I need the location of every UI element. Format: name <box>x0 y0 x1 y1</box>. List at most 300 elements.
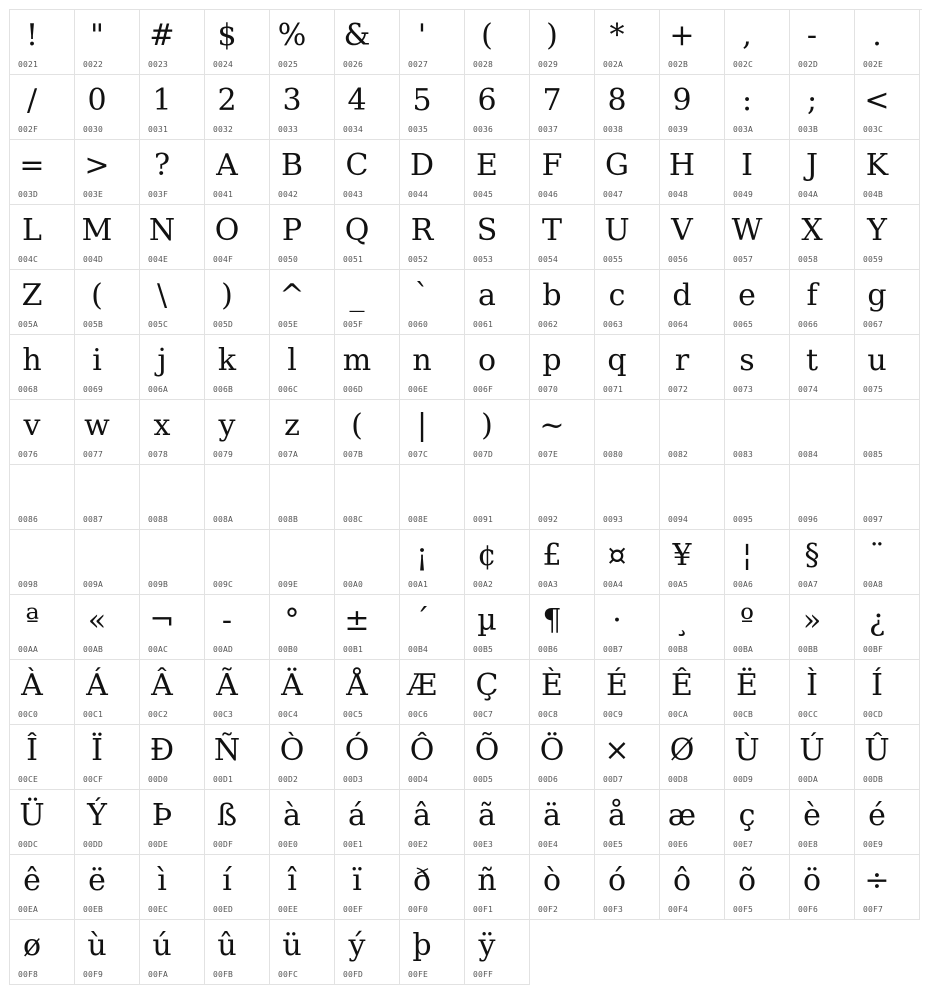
glyph-character: Õ <box>474 733 500 768</box>
glyph-character: ? <box>153 148 171 183</box>
glyph-codepoint-label: 005C <box>148 320 169 329</box>
glyph-codepoint-label: 00E4 <box>538 840 559 849</box>
glyph-cell <box>790 725 855 790</box>
glyph-cell <box>725 855 790 920</box>
glyph-cell <box>10 725 75 790</box>
glyph-character: \ <box>156 278 168 313</box>
glyph-character: " <box>90 18 104 53</box>
glyph-character: ° <box>284 603 300 638</box>
glyph-cell <box>660 75 725 140</box>
glyph-character: î <box>287 863 297 898</box>
glyph-character: t <box>805 343 819 378</box>
glyph-codepoint-label: 0050 <box>278 255 299 264</box>
glyph-codepoint-label: 002E <box>863 60 884 69</box>
glyph-cell <box>855 75 920 140</box>
glyph-character: n <box>412 343 432 378</box>
glyph-cell <box>140 855 205 920</box>
glyph-cell <box>335 855 400 920</box>
glyph-character: 8 <box>607 83 627 118</box>
glyph-codepoint-label: 002B <box>668 60 689 69</box>
glyph-character: q <box>607 343 627 378</box>
glyph-codepoint-label: 00B8 <box>668 645 689 654</box>
glyph-cell <box>140 75 205 140</box>
glyph-character: ñ <box>477 863 497 898</box>
glyph-cell <box>790 75 855 140</box>
glyph-codepoint-label: 00D2 <box>278 775 299 784</box>
glyph-character: v <box>23 408 41 443</box>
glyph-codepoint-label: 00EB <box>83 905 104 914</box>
glyph-codepoint-label: 0032 <box>213 125 234 134</box>
glyph-codepoint-label: 00AD <box>213 645 234 654</box>
glyph-codepoint-label: 00E6 <box>668 840 689 849</box>
glyph-character: ë <box>88 863 106 898</box>
glyph-cell <box>335 75 400 140</box>
glyph-cell <box>335 530 400 595</box>
glyph-codepoint-label: 00B6 <box>538 645 559 654</box>
glyph-character: N <box>148 213 176 248</box>
glyph-cell <box>790 660 855 725</box>
glyph-codepoint-label: 00DB <box>863 775 884 784</box>
glyph-cell <box>270 140 335 205</box>
glyph-codepoint-label: 003C <box>863 125 884 134</box>
glyph-codepoint-label: 0096 <box>798 515 819 524</box>
glyph-cell <box>530 790 595 855</box>
glyph-character: I <box>741 148 753 183</box>
glyph-codepoint-label: 00A0 <box>343 580 364 589</box>
glyph-character: a <box>478 278 496 313</box>
glyph-character: æ <box>667 798 697 833</box>
glyph-character: z <box>284 408 300 443</box>
glyph-cell <box>270 920 335 985</box>
glyph-cell <box>855 855 920 920</box>
glyph-cell <box>595 725 660 790</box>
glyph-codepoint-label: 00C8 <box>538 710 559 719</box>
glyph-codepoint-label: 0092 <box>538 515 559 524</box>
glyph-character: ; <box>806 83 818 118</box>
glyph-character: Ö <box>539 733 565 768</box>
glyph-character: w <box>84 408 110 443</box>
glyph-cell <box>140 465 205 530</box>
glyph-cell <box>790 270 855 335</box>
glyph-cell <box>335 400 400 465</box>
glyph-character: i <box>92 343 102 378</box>
glyph-codepoint-label: 00F2 <box>538 905 559 914</box>
glyph-codepoint-label: 00EF <box>343 905 364 914</box>
glyph-cell <box>205 725 270 790</box>
glyph-cell <box>75 335 140 400</box>
glyph-cell <box>205 465 270 530</box>
glyph-character: â <box>413 798 431 833</box>
glyph-character: $ <box>217 18 237 53</box>
glyph-cell <box>270 465 335 530</box>
glyph-cell <box>725 140 790 205</box>
glyph-character: ' <box>417 18 427 53</box>
glyph-character: M <box>81 213 113 248</box>
glyph-cell <box>140 270 205 335</box>
glyph-character: x <box>153 408 171 443</box>
glyph-cell <box>400 725 465 790</box>
glyph-codepoint-label: 0065 <box>733 320 754 329</box>
glyph-character: ð <box>412 863 432 898</box>
glyph-codepoint-label: 0071 <box>603 385 624 394</box>
glyph-character: ¥ <box>672 538 692 573</box>
glyph-codepoint-label: 00F4 <box>668 905 689 914</box>
glyph-codepoint-label: 00FF <box>473 970 494 979</box>
glyph-cell <box>530 10 595 75</box>
glyph-codepoint-label: 0022 <box>83 60 104 69</box>
glyph-character: y <box>218 408 236 443</box>
glyph-cell <box>465 75 530 140</box>
glyph-character: C <box>345 148 369 183</box>
glyph-codepoint-label: 00B1 <box>343 645 364 654</box>
glyph-cell <box>660 140 725 205</box>
glyph-character: ì <box>157 863 167 898</box>
glyph-codepoint-label: 00F0 <box>408 905 429 914</box>
glyph-character: £ <box>542 538 562 573</box>
glyph-codepoint-label: 00DC <box>18 840 39 849</box>
glyph-codepoint-label: 0094 <box>668 515 689 524</box>
glyph-codepoint-label: 0046 <box>538 190 559 199</box>
glyph-cell <box>75 75 140 140</box>
glyph-character: - <box>806 18 818 53</box>
glyph-character: > <box>84 148 110 183</box>
glyph-cell <box>660 790 725 855</box>
glyph-cell <box>530 400 595 465</box>
glyph-codepoint-label: 0023 <box>148 60 169 69</box>
glyph-character: ´ <box>414 603 430 638</box>
glyph-codepoint-label: 00BB <box>798 645 819 654</box>
glyph-cell <box>400 920 465 985</box>
glyph-cell <box>140 205 205 270</box>
glyph-character: b <box>542 278 562 313</box>
glyph-codepoint-label: 00DA <box>798 775 819 784</box>
glyph-codepoint-label: 002A <box>603 60 624 69</box>
glyph-codepoint-label: 007A <box>278 450 299 459</box>
glyph-cell <box>140 920 205 985</box>
glyph-cell <box>75 465 140 530</box>
glyph-codepoint-label: 005E <box>278 320 299 329</box>
glyph-character: X <box>801 213 823 248</box>
glyph-cell <box>660 205 725 270</box>
glyph-character: Ñ <box>213 733 241 768</box>
glyph-codepoint-label: 002D <box>798 60 819 69</box>
glyph-cell <box>660 660 725 725</box>
glyph-character: K <box>865 148 889 183</box>
glyph-character: : <box>741 83 753 118</box>
glyph-codepoint-label: 0087 <box>83 515 104 524</box>
glyph-character: ! <box>25 18 39 53</box>
glyph-character: S <box>476 213 498 248</box>
glyph-cell <box>465 920 530 985</box>
glyph-cell <box>270 855 335 920</box>
glyph-cell <box>595 855 660 920</box>
glyph-character: = <box>19 148 45 183</box>
glyph-character: Y <box>867 213 887 248</box>
glyph-codepoint-label: 0053 <box>473 255 494 264</box>
glyph-cell <box>400 75 465 140</box>
glyph-codepoint-label: 00E5 <box>603 840 624 849</box>
glyph-codepoint-label: 004D <box>83 255 104 264</box>
glyph-cell <box>140 10 205 75</box>
glyph-cell <box>660 725 725 790</box>
glyph-cell <box>335 465 400 530</box>
glyph-codepoint-label: 0037 <box>538 125 559 134</box>
glyph-codepoint-label: 00C3 <box>213 710 234 719</box>
glyph-cell <box>205 790 270 855</box>
glyph-cell <box>465 595 530 660</box>
glyph-character: P <box>281 213 303 248</box>
glyph-codepoint-label: 002F <box>18 125 39 134</box>
glyph-codepoint-label: 0093 <box>603 515 624 524</box>
glyph-codepoint-label: 00CE <box>18 775 39 784</box>
glyph-codepoint-label: 0052 <box>408 255 429 264</box>
glyph-character: Ð <box>149 733 175 768</box>
glyph-character: o <box>477 343 497 378</box>
glyph-codepoint-label: 00F5 <box>733 905 754 914</box>
glyph-character: ù <box>87 928 107 963</box>
glyph-character: Ä <box>281 668 303 703</box>
glyph-cell <box>205 660 270 725</box>
glyph-character: * <box>609 18 625 53</box>
glyph-codepoint-label: 0063 <box>603 320 624 329</box>
glyph-cell <box>140 335 205 400</box>
glyph-codepoint-label: 00E9 <box>863 840 884 849</box>
glyph-cell <box>725 75 790 140</box>
glyph-cell <box>335 205 400 270</box>
glyph-character: 4 <box>347 83 367 118</box>
glyph-cell <box>10 855 75 920</box>
glyph-codepoint-label: 006C <box>278 385 299 394</box>
glyph-character: é <box>868 798 886 833</box>
glyph-codepoint-label: 003E <box>83 190 104 199</box>
glyph-codepoint-label: 0084 <box>798 450 819 459</box>
glyph-codepoint-label: 00D1 <box>213 775 234 784</box>
glyph-character: × <box>604 733 630 768</box>
glyph-character: ó <box>607 863 627 898</box>
glyph-cell <box>530 530 595 595</box>
glyph-codepoint-label: 008A <box>213 515 234 524</box>
glyph-cell <box>10 790 75 855</box>
glyph-codepoint-label: 00CB <box>733 710 754 719</box>
glyph-cell <box>595 530 660 595</box>
glyph-cell <box>10 75 75 140</box>
glyph-character: & <box>343 18 371 53</box>
glyph-codepoint-label: 0074 <box>798 385 819 394</box>
glyph-cell <box>660 465 725 530</box>
glyph-cell <box>595 75 660 140</box>
glyph-character: Ç <box>475 668 499 703</box>
glyph-codepoint-label: 007D <box>473 450 494 459</box>
glyph-cell <box>790 530 855 595</box>
glyph-codepoint-label: 00D8 <box>668 775 689 784</box>
glyph-cell <box>790 790 855 855</box>
glyph-character: µ <box>477 603 497 638</box>
glyph-codepoint-label: 0041 <box>213 190 234 199</box>
glyph-character: , <box>742 18 752 53</box>
glyph-codepoint-label: 00B7 <box>603 645 624 654</box>
glyph-cell <box>790 205 855 270</box>
glyph-character: G <box>605 148 629 183</box>
glyph-cell <box>855 270 920 335</box>
glyph-character: W <box>731 213 763 248</box>
glyph-character: ä <box>543 798 561 833</box>
glyph-codepoint-label: 0062 <box>538 320 559 329</box>
glyph-codepoint-label: 00F3 <box>603 905 624 914</box>
glyph-codepoint-label: 0039 <box>668 125 689 134</box>
glyph-cell <box>270 205 335 270</box>
glyph-character: Æ <box>406 668 438 703</box>
glyph-character: # <box>149 18 175 53</box>
glyph-codepoint-label: 00F7 <box>863 905 884 914</box>
glyph-cell <box>595 205 660 270</box>
glyph-codepoint-label: 0077 <box>83 450 104 459</box>
glyph-codepoint-label: 0051 <box>343 255 364 264</box>
glyph-character: d <box>672 278 692 313</box>
glyph-cell <box>595 790 660 855</box>
glyph-cell <box>855 595 920 660</box>
glyph-cell <box>855 205 920 270</box>
glyph-cell <box>465 855 530 920</box>
glyph-codepoint-label: 0035 <box>408 125 429 134</box>
glyph-character: « <box>87 603 107 638</box>
glyph-character: 2 <box>217 83 237 118</box>
glyph-character: H <box>668 148 696 183</box>
glyph-cell <box>140 530 205 595</box>
glyph-cell <box>595 400 660 465</box>
glyph-cell <box>75 855 140 920</box>
glyph-codepoint-label: 0059 <box>863 255 884 264</box>
glyph-codepoint-label: 006F <box>473 385 494 394</box>
glyph-cell <box>725 400 790 465</box>
glyph-character: ) <box>221 278 233 313</box>
glyph-cell <box>790 595 855 660</box>
glyph-codepoint-label: 0073 <box>733 385 754 394</box>
glyph-codepoint-label: 00D0 <box>148 775 169 784</box>
glyph-codepoint-label: 00EA <box>18 905 39 914</box>
glyph-cell <box>140 595 205 660</box>
glyph-codepoint-label: 00D6 <box>538 775 559 784</box>
glyph-codepoint-label: 00CA <box>668 710 689 719</box>
glyph-character: Å <box>346 668 368 703</box>
glyph-codepoint-label: 0083 <box>733 450 754 459</box>
glyph-codepoint-label: 00D5 <box>473 775 494 784</box>
glyph-cell <box>725 725 790 790</box>
glyph-character: ¸ <box>674 603 690 638</box>
glyph-cell <box>270 10 335 75</box>
glyph-cell <box>400 335 465 400</box>
glyph-cell <box>400 660 465 725</box>
glyph-cell <box>725 270 790 335</box>
glyph-codepoint-label: 00C5 <box>343 710 364 719</box>
glyph-codepoint-label: 00E2 <box>408 840 429 849</box>
glyph-character: Ý <box>87 798 107 833</box>
glyph-character: Z <box>21 278 43 313</box>
glyph-codepoint-label: 00D9 <box>733 775 754 784</box>
glyph-character: < <box>864 83 890 118</box>
glyph-cell <box>465 400 530 465</box>
glyph-codepoint-label: 0043 <box>343 190 364 199</box>
glyph-character: U <box>604 213 630 248</box>
glyph-character: ¤ <box>607 538 627 573</box>
glyph-codepoint-label: 00DE <box>148 840 169 849</box>
glyph-codepoint-label: 004C <box>18 255 39 264</box>
glyph-codepoint-label: 0024 <box>213 60 234 69</box>
glyph-cell <box>270 75 335 140</box>
glyph-cell <box>465 465 530 530</box>
glyph-character: ( <box>481 18 493 53</box>
glyph-cell <box>660 10 725 75</box>
glyph-codepoint-label: 00C6 <box>408 710 429 719</box>
glyph-character: ý <box>348 928 366 963</box>
glyph-cell <box>400 205 465 270</box>
glyph-character: ò <box>542 863 562 898</box>
glyph-cell <box>75 595 140 660</box>
glyph-character: s <box>739 343 755 378</box>
glyph-cell <box>465 530 530 595</box>
glyph-codepoint-label: 0076 <box>18 450 39 459</box>
glyph-codepoint-label: 00A6 <box>733 580 754 589</box>
glyph-character: F <box>541 148 563 183</box>
glyph-codepoint-label: 00C4 <box>278 710 299 719</box>
glyph-character: V <box>671 213 693 248</box>
glyph-character: Ï <box>91 733 103 768</box>
glyph-codepoint-label: 003F <box>148 190 169 199</box>
glyph-character: Ø <box>669 733 695 768</box>
glyph-cell <box>205 530 270 595</box>
glyph-codepoint-label: 0066 <box>798 320 819 329</box>
glyph-character: - <box>221 603 233 638</box>
glyph-cell <box>725 205 790 270</box>
glyph-codepoint-label: 00CD <box>863 710 884 719</box>
glyph-cell <box>335 920 400 985</box>
glyph-codepoint-label: 004A <box>798 190 819 199</box>
glyph-codepoint-label: 0098 <box>18 580 39 589</box>
glyph-character: É <box>606 668 628 703</box>
glyph-cell <box>595 140 660 205</box>
glyph-codepoint-label: 0030 <box>83 125 104 134</box>
glyph-codepoint-label: 00DF <box>213 840 234 849</box>
glyph-codepoint-label: 00AC <box>148 645 169 654</box>
glyph-cell <box>335 790 400 855</box>
glyph-cell <box>270 400 335 465</box>
glyph-codepoint-label: 007C <box>408 450 429 459</box>
glyph-codepoint-label: 0042 <box>278 190 299 199</box>
glyph-cell <box>530 75 595 140</box>
glyph-codepoint-label: 00D4 <box>408 775 429 784</box>
glyph-character: ª <box>24 603 40 638</box>
glyph-codepoint-label: 0097 <box>863 515 884 524</box>
glyph-codepoint-label: 00FC <box>278 970 299 979</box>
glyph-character: l <box>287 343 297 378</box>
glyph-cell <box>205 400 270 465</box>
glyph-character: m <box>342 343 372 378</box>
glyph-codepoint-label: 005D <box>213 320 234 329</box>
glyph-codepoint-label: 008E <box>408 515 429 524</box>
glyph-character: ¢ <box>477 538 497 573</box>
glyph-cell <box>205 205 270 270</box>
glyph-cell <box>75 660 140 725</box>
glyph-character: ¬ <box>149 603 175 638</box>
glyph-codepoint-label: 003D <box>18 190 39 199</box>
glyph-codepoint-label: 0069 <box>83 385 104 394</box>
glyph-cell <box>270 595 335 660</box>
glyph-codepoint-label: 00C2 <box>148 710 169 719</box>
glyph-cell <box>10 10 75 75</box>
glyph-cell <box>140 790 205 855</box>
glyph-character: J <box>805 148 819 183</box>
glyph-cell <box>75 920 140 985</box>
glyph-codepoint-label: 0056 <box>668 255 689 264</box>
